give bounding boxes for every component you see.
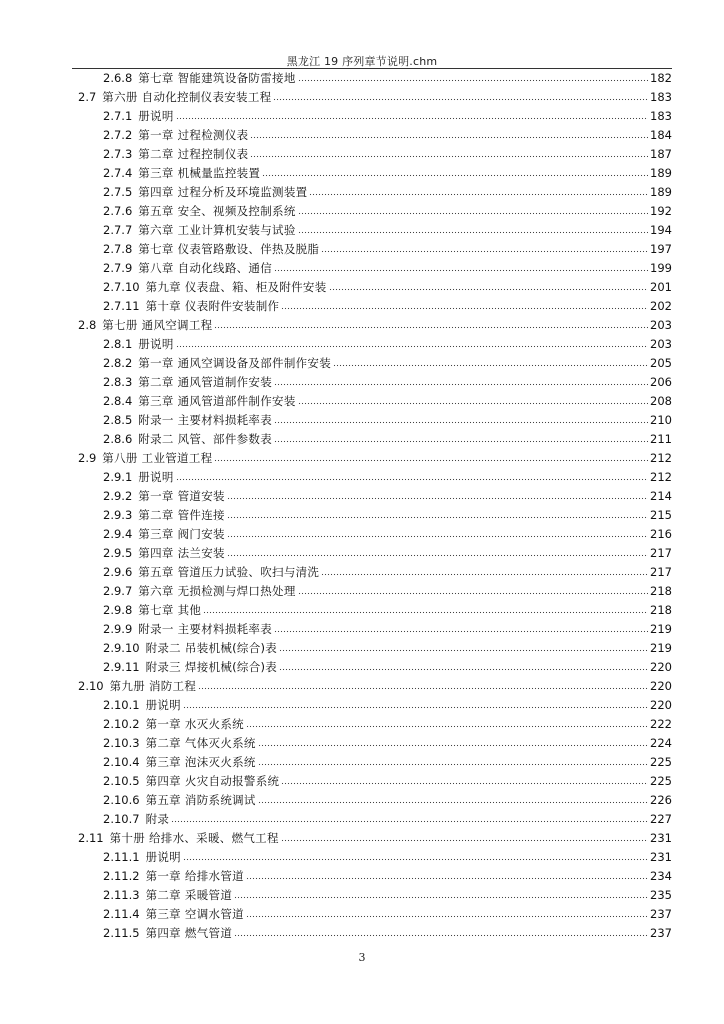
toc-subsection-entry[interactable] (103, 373, 672, 392)
toc-dot-leader (321, 572, 648, 577)
toc-dot-leader (274, 420, 648, 425)
toc-entry-number: 2.11.5 (103, 926, 140, 940)
toc-dot-leader (214, 325, 648, 330)
toc-entry-title[interactable]: 第八章 自动化线路、通信 (138, 261, 273, 275)
toc-subsection-entry[interactable] (103, 924, 672, 943)
toc-entry-page-number: 215 (650, 508, 672, 522)
toc-dot-leader (183, 857, 648, 862)
toc-entry-page-number: 218 (650, 603, 672, 617)
toc-subsection-entry[interactable] (103, 392, 672, 411)
toc-entry-number: 2.10 (78, 679, 104, 693)
toc-entry-page-number: 212 (650, 470, 672, 484)
toc-entry-number: 2.9.3 (103, 508, 133, 522)
toc-entry-page-number: 210 (650, 413, 672, 427)
toc-dot-leader (298, 78, 648, 83)
toc-entry-page-number: 237 (650, 907, 672, 921)
toc-entry-title[interactable]: 第五章 管道压力试验、吹扫与清洗 (138, 565, 320, 579)
toc-entry-page-number: 220 (650, 698, 672, 712)
toc-dot-leader (309, 192, 648, 197)
toc-entry-page-number: 225 (650, 774, 672, 788)
toc-dot-leader (227, 553, 648, 558)
toc-entry-title[interactable]: 册说明 (145, 698, 181, 712)
toc-entry-number: 2.8.5 (103, 413, 133, 427)
toc-dot-leader (246, 724, 648, 729)
toc-entry-number: 2.7.4 (103, 166, 133, 180)
toc-subsection-entry[interactable] (103, 430, 672, 449)
toc-entry-number: 2.9.11 (103, 660, 140, 674)
toc-dot-leader (279, 648, 648, 653)
toc-entry-page-number: 192 (650, 204, 672, 218)
toc-entry-title[interactable]: 附录二 吊装机械(综合)表 (145, 641, 278, 655)
toc-entry-number: 2.8.4 (103, 394, 133, 408)
toc-dot-leader (246, 914, 648, 919)
toc-entry-page-number: 201 (650, 280, 672, 294)
toc-entry-page-number: 217 (650, 546, 672, 560)
toc-entry-number: 2.9.1 (103, 470, 133, 484)
toc-subsection-entry[interactable] (103, 639, 672, 658)
toc-subsection-entry[interactable] (103, 715, 672, 734)
toc-entry-number: 2.7.6 (103, 204, 133, 218)
toc-entry-number: 2.11 (78, 831, 104, 845)
toc-entry-page-number: 203 (650, 318, 672, 332)
toc-dot-leader (203, 610, 648, 615)
toc-entry-page-number: 183 (650, 109, 672, 123)
toc-entry-title[interactable]: 第四章 法兰安装 (138, 546, 225, 560)
toc-entry-title[interactable]: 第二章 管件连接 (138, 508, 225, 522)
toc-entry-title[interactable]: 第四章 火灾自动报警系统 (145, 774, 280, 788)
toc-subsection-entry[interactable] (103, 658, 672, 677)
toc-entry-title[interactable]: 第三章 泡沫灭火系统 (145, 755, 256, 769)
toc-section-entry[interactable] (78, 316, 672, 335)
toc-entry-page-number: 218 (650, 584, 672, 598)
toc-entry-number: 2.10.1 (103, 698, 140, 712)
toc-dot-leader (234, 895, 648, 900)
toc-entry-page-number: 226 (650, 793, 672, 807)
toc-entry-page-number: 222 (650, 717, 672, 731)
toc-entry-number: 2.7.1 (103, 109, 133, 123)
toc-dot-leader (227, 515, 648, 520)
toc-entry-title[interactable]: 册说明 (138, 109, 174, 123)
toc-subsection-entry[interactable] (103, 259, 672, 278)
toc-entry-title[interactable]: 第九册 消防工程 (109, 679, 197, 693)
toc-entry-page-number: 235 (650, 888, 672, 902)
toc-subsection-entry[interactable] (103, 297, 672, 316)
toc-dot-leader (227, 496, 648, 501)
toc-entry-number: 2.7.8 (103, 242, 133, 256)
toc-entry-number: 2.10.3 (103, 736, 140, 750)
toc-entry-page-number: 205 (650, 356, 672, 370)
toc-entry-page-number: 194 (650, 223, 672, 237)
toc-entry-title[interactable]: 册说明 (138, 470, 174, 484)
toc-dot-leader (198, 686, 648, 691)
toc-entry-number: 2.8.6 (103, 432, 133, 446)
toc-subsection-entry[interactable] (103, 202, 672, 221)
toc-entry-page-number: 199 (650, 261, 672, 275)
toc-dot-leader (298, 211, 648, 216)
toc-subsection-entry[interactable] (103, 107, 672, 126)
toc-entry-title[interactable]: 第七章 仪表管路敷设、伴热及脱脂 (138, 242, 320, 256)
toc-entry-number: 2.7.7 (103, 223, 133, 237)
document-header-title: 黑龙江 19 序列章节说明.chm (286, 55, 438, 68)
toc-entry-number: 2.7.11 (103, 299, 140, 313)
toc-entry-number: 2.7.3 (103, 147, 133, 161)
toc-entry-title[interactable]: 第二章 气体灭火系统 (145, 736, 256, 750)
toc-entry-title[interactable]: 第二章 采暖管道 (145, 888, 233, 902)
toc-subsection-entry[interactable] (103, 506, 672, 525)
toc-dot-leader (321, 249, 648, 254)
toc-subsection-entry[interactable] (103, 867, 672, 886)
toc-subsection-entry[interactable] (103, 753, 672, 772)
toc-dot-leader (214, 458, 648, 463)
toc-entry-page-number: 184 (650, 128, 672, 142)
page-number: 3 (358, 951, 366, 964)
toc-entry-number: 2.9.9 (103, 622, 133, 636)
toc-dot-leader (298, 230, 648, 235)
toc-entry-page-number: 189 (650, 166, 672, 180)
toc-entry-number: 2.11.4 (103, 907, 140, 921)
toc-subsection-entry[interactable] (103, 544, 672, 563)
toc-subsection-entry[interactable] (103, 791, 672, 810)
toc-entry-number: 2.9.5 (103, 546, 133, 560)
toc-subsection-entry[interactable] (103, 164, 672, 183)
toc-entry-number: 2.10.2 (103, 717, 140, 731)
toc-entry-number: 2.9.10 (103, 641, 140, 655)
toc-entry-title[interactable]: 第五章 安全、视频及控制系统 (138, 204, 296, 218)
toc-dot-leader (171, 819, 648, 824)
toc-dot-leader (258, 743, 648, 748)
toc-subsection-entry[interactable] (103, 620, 672, 639)
toc-dot-leader (333, 363, 648, 368)
toc-entry-page-number: 189 (650, 185, 672, 199)
toc-entry-page-number: 202 (650, 299, 672, 313)
toc-entry-title[interactable]: 第五章 消防系统调试 (145, 793, 256, 807)
toc-entry-page-number: 211 (650, 432, 672, 446)
toc-dot-leader (281, 306, 648, 311)
toc-entry-number: 2.11.3 (103, 888, 140, 902)
toc-dot-leader (176, 477, 648, 482)
toc-dot-leader (246, 876, 648, 881)
toc-subsection-entry[interactable] (103, 354, 672, 373)
toc-entry-title[interactable]: 第八册 工业管道工程 (102, 451, 213, 465)
toc-entry-title[interactable]: 附录一 主要材料损耗率表 (138, 622, 273, 636)
toc-entry-title[interactable]: 附录 (145, 812, 170, 826)
toc-entry-page-number: 187 (650, 147, 672, 161)
toc-entry-page-number: 208 (650, 394, 672, 408)
toc-entry-title[interactable]: 第十章 仪表附件安装制作 (145, 299, 280, 313)
toc-entry-title[interactable]: 第二章 过程控制仪表 (138, 147, 249, 161)
toc-dot-leader (262, 173, 648, 178)
toc-dot-leader (227, 534, 648, 539)
toc-entry-page-number: 217 (650, 565, 672, 579)
toc-entry-number: 2.7 (78, 90, 97, 104)
toc-entry-number: 2.8.1 (103, 337, 133, 351)
toc-entry-title[interactable]: 第三章 通风管道部件制作安装 (138, 394, 296, 408)
toc-dot-leader (274, 439, 648, 444)
toc-dot-leader (279, 667, 648, 672)
toc-entry-number: 2.9.2 (103, 489, 133, 503)
toc-dot-leader (234, 933, 648, 938)
toc-subsection-entry[interactable] (103, 335, 672, 354)
toc-entry-title[interactable]: 第六章 工业计算机安装与试验 (138, 223, 296, 237)
toc-entry-number: 2.9.4 (103, 527, 133, 541)
toc-entry-number: 2.8.2 (103, 356, 133, 370)
toc-entry-page-number: 220 (650, 660, 672, 674)
toc-entry-number: 2.11.1 (103, 850, 140, 864)
toc-subsection-entry[interactable] (103, 810, 672, 829)
toc-entry-number: 2.10.5 (103, 774, 140, 788)
toc-entry-number: 2.8.3 (103, 375, 133, 389)
toc-entry-title[interactable]: 第三章 空调水管道 (145, 907, 244, 921)
toc-subsection-entry[interactable] (103, 563, 672, 582)
toc-subsection-entry[interactable] (103, 905, 672, 924)
toc-entry-page-number: 234 (650, 869, 672, 883)
toc-section-entry[interactable] (78, 677, 672, 696)
toc-dot-leader (281, 781, 648, 786)
toc-dot-leader (329, 287, 649, 292)
toc-entry-number: 2.7.5 (103, 185, 133, 199)
toc-dot-leader (274, 268, 648, 273)
toc-subsection-entry[interactable] (103, 696, 672, 715)
toc-entry-page-number: 231 (650, 850, 672, 864)
toc-entry-page-number: 203 (650, 337, 672, 351)
toc-entry-number: 2.11.2 (103, 869, 140, 883)
toc-dot-leader (176, 116, 648, 121)
toc-subsection-entry[interactable] (103, 525, 672, 544)
toc-subsection-entry[interactable] (103, 487, 672, 506)
toc-entry-page-number: 227 (650, 812, 672, 826)
toc-entry-title[interactable]: 第九章 仪表盘、箱、柜及附件安装 (145, 280, 327, 294)
toc-entry-title[interactable]: 第七章 智能建筑设备防雷接地 (138, 71, 296, 85)
toc-entry-page-number: 219 (650, 641, 672, 655)
toc-entry-title[interactable]: 第十册 给排水、采暖、燃气工程 (109, 831, 279, 845)
toc-dot-leader (176, 344, 648, 349)
toc-section-entry[interactable] (78, 449, 672, 468)
toc-entry-number: 2.9.6 (103, 565, 133, 579)
toc-dot-leader (258, 762, 648, 767)
toc-subsection-entry[interactable] (103, 240, 672, 259)
toc-subsection-entry[interactable] (103, 886, 672, 905)
toc-entry-title[interactable]: 第三章 阀门安装 (138, 527, 225, 541)
toc-dot-leader (258, 800, 648, 805)
toc-subsection-entry[interactable] (103, 145, 672, 164)
toc-entry-page-number: 212 (650, 451, 672, 465)
toc-dot-leader (281, 838, 648, 843)
toc-entry-title[interactable]: 附录三 焊接机械(综合)表 (145, 660, 278, 674)
toc-entry-title[interactable]: 第一章 水灭火系统 (145, 717, 244, 731)
toc-entry-number: 2.10.4 (103, 755, 140, 769)
toc-entry-page-number: 220 (650, 679, 672, 693)
toc-dot-leader (250, 154, 648, 159)
toc-entry-page-number: 225 (650, 755, 672, 769)
toc-entry-title[interactable]: 第一章 管道安装 (138, 489, 225, 503)
toc-subsection-entry[interactable] (103, 69, 672, 88)
toc-dot-leader (183, 705, 648, 710)
toc-entry-page-number: 182 (650, 71, 672, 85)
toc-section-entry[interactable] (78, 829, 672, 848)
toc-entry-page-number: 183 (650, 90, 672, 104)
toc-entry-number: 2.9 (78, 451, 97, 465)
toc-subsection-entry[interactable] (103, 183, 672, 202)
toc-entry-number: 2.6.8 (103, 71, 133, 85)
toc-entry-title[interactable]: 第七章 其他 (138, 603, 202, 617)
toc-entry-title[interactable]: 第四章 过程分析及环境监测装置 (138, 185, 308, 199)
toc-subsection-entry[interactable] (103, 772, 672, 791)
toc-entry-title[interactable]: 第六册 自动化控制仪表安装工程 (102, 90, 272, 104)
toc-entry-number: 2.7.2 (103, 128, 133, 142)
toc-entry-title[interactable]: 第二章 通风管道制作安装 (138, 375, 273, 389)
toc-entry-number: 2.7.9 (103, 261, 133, 275)
toc-dot-leader (298, 401, 648, 406)
toc-entry-page-number: 206 (650, 375, 672, 389)
toc-entry-title[interactable]: 附录一 主要材料损耗率表 (138, 413, 273, 427)
toc-entry-number: 2.10.6 (103, 793, 140, 807)
toc-entry-title[interactable]: 第一章 给排水管道 (145, 869, 244, 883)
toc-entry-number: 2.8 (78, 318, 97, 332)
toc-dot-leader (298, 591, 648, 596)
toc-entry-title[interactable]: 第七册 通风空调工程 (102, 318, 213, 332)
toc-entry-page-number: 237 (650, 926, 672, 940)
toc-entry-number: 2.9.8 (103, 603, 133, 617)
toc-entry-page-number: 219 (650, 622, 672, 636)
toc-subsection-entry[interactable] (103, 126, 672, 145)
toc-section-entry[interactable] (78, 88, 672, 107)
toc-entry-title[interactable]: 附录二 风管、部件参数表 (138, 432, 273, 446)
toc-entry-title[interactable]: 第六章 无损检测与焊口热处理 (138, 584, 296, 598)
toc-entry-number: 2.7.10 (103, 280, 140, 294)
toc-subsection-entry[interactable] (103, 582, 672, 601)
toc-dot-leader (274, 382, 648, 387)
toc-dot-leader (273, 97, 648, 102)
toc-dot-leader (250, 135, 648, 140)
toc-dot-leader (274, 629, 648, 634)
toc-entry-page-number: 197 (650, 242, 672, 256)
toc-entry-number: 2.9.7 (103, 584, 133, 598)
toc-subsection-entry[interactable] (103, 601, 672, 620)
toc-entry-page-number: 216 (650, 527, 672, 541)
toc-subsection-entry[interactable] (103, 221, 672, 240)
toc-entry-title[interactable]: 第四章 燃气管道 (145, 926, 233, 940)
toc-entry-number: 2.10.7 (103, 812, 140, 826)
toc-subsection-entry[interactable] (103, 848, 672, 867)
toc-subsection-entry[interactable] (103, 278, 672, 297)
toc-entry-title[interactable]: 册说明 (138, 337, 174, 351)
toc-subsection-entry[interactable] (103, 468, 672, 487)
toc-entry-page-number: 214 (650, 489, 672, 503)
toc-entry-page-number: 231 (650, 831, 672, 845)
toc-entry-title[interactable]: 第一章 过程检测仪表 (138, 128, 249, 142)
toc-entry-title[interactable]: 第一章 通风空调设备及部件制作安装 (138, 356, 332, 370)
toc-entry-title[interactable]: 第三章 机械量监控装置 (138, 166, 261, 180)
toc-subsection-entry[interactable] (103, 734, 672, 753)
toc-entry-title[interactable]: 册说明 (145, 850, 181, 864)
toc-subsection-entry[interactable] (103, 411, 672, 430)
toc-entry-page-number: 224 (650, 736, 672, 750)
